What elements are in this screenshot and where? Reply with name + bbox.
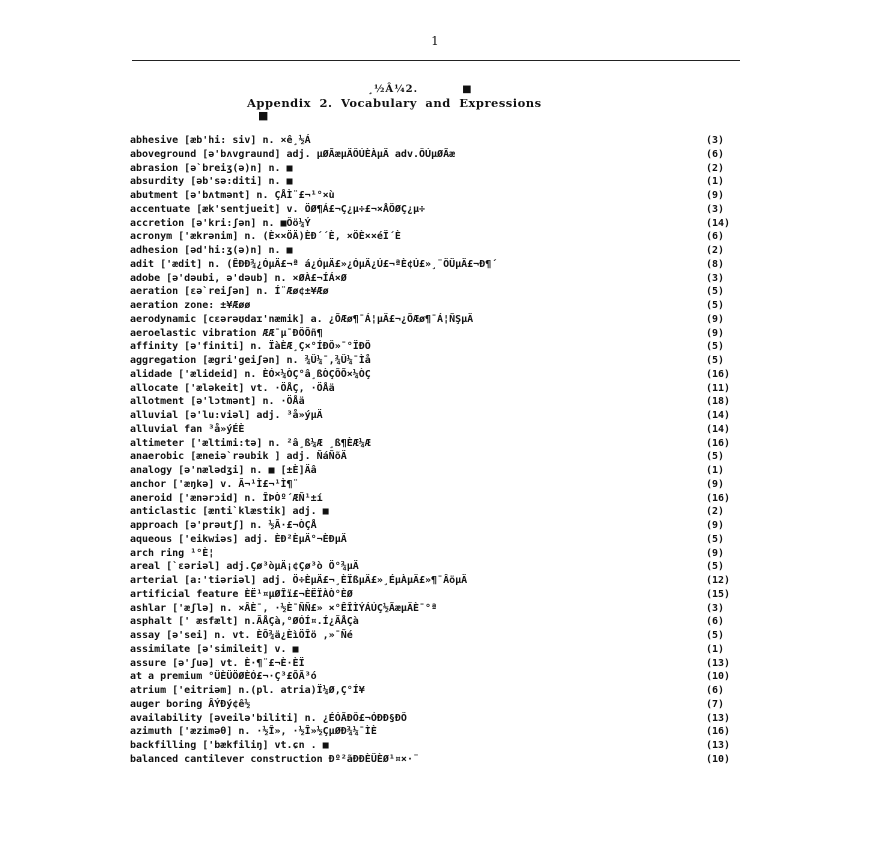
- vocabulary-entry: [130, 753, 750, 767]
- vocabulary-entry: [130, 285, 750, 299]
- entry-term: abutment [ə'bʌtmənt] n. ÇÅÌ¨£¬¹°×ù: [130, 190, 335, 201]
- vocabulary-entry: [130, 629, 750, 643]
- entry-unit-number: (16): [706, 368, 731, 380]
- vocabulary-entry: [130, 175, 750, 189]
- vocabulary-list: [130, 134, 750, 767]
- vocabulary-entry: [130, 739, 750, 753]
- vocabulary-entry: [130, 258, 750, 272]
- entry-term: auger boring ÂÝÐý¢ê½: [130, 698, 251, 710]
- entry-term: ashlar ['æʃlə] n. ×ÂÈ¯, ·½È¯ÑÑ£» ×°ÊÎÌÝÁÚÇ½ÃæµÄÈ¯°ª: [130, 602, 438, 614]
- entry-term: assure [ə'ʃuə] vt. È·¶¨£¬È·ÈÏ: [130, 657, 305, 669]
- entry-unit-number: (8): [706, 258, 725, 270]
- vocabulary-entry: [130, 712, 750, 726]
- vocabulary-entry: [130, 313, 750, 327]
- entry-unit-number: (11): [706, 382, 731, 394]
- entry-unit-number: (6): [706, 231, 725, 243]
- vocabulary-entry: [130, 533, 750, 547]
- entry-unit-number: (7): [706, 698, 725, 710]
- entry-term: allocate ['æləkeit] vt. ·ÖÅÇ, ·ÖÅä: [130, 382, 335, 394]
- entry-unit-number: (5): [706, 533, 725, 545]
- entry-unit-number: (5): [706, 300, 725, 311]
- vocabulary-entry: [130, 299, 750, 313]
- entry-unit-number: (3): [706, 135, 725, 146]
- entry-term: alluvial [ə'lu:viəl] adj. ³å»ýµÄ: [130, 410, 323, 421]
- entry-unit-number: (9): [706, 190, 725, 201]
- vocabulary-entry: [130, 492, 750, 506]
- entry-unit-number: (10): [706, 753, 731, 765]
- vocabulary-entry: [130, 217, 750, 231]
- entry-term: aerodynamic [cɛərəʊdaɪ'næmik] a. ¿ÕÆø¶¯Á¦µÄ£¬¿ÕÆø¶¯Á¦ÑŞµÄ: [130, 313, 474, 325]
- vocabulary-entry: [130, 560, 750, 574]
- entry-term: aeration zone: ±¥Æøø: [130, 300, 251, 311]
- entry-unit-number: (9): [706, 520, 725, 531]
- vocabulary-entry: [130, 189, 750, 203]
- entry-term: absurdity [əb'sə:diti] n. ■: [130, 176, 293, 188]
- vocabulary-entry: [130, 615, 750, 629]
- vocabulary-entry: [130, 395, 750, 409]
- entry-unit-number: (14): [706, 410, 731, 421]
- entry-term: aggregation [ægri'geiʃən] n. ¾Û¼¯,¾Û¼¯Ìå: [130, 355, 371, 366]
- vocabulary-entry: [130, 340, 750, 354]
- appendix-title: Appendix 2. Vocabulary and Expressions: [247, 96, 542, 110]
- entry-unit-number: (6): [706, 616, 725, 628]
- entry-term: adobe [ə'dəubi, ə'dəub] n. ×ØÀ£¬ÍÁ×Ø: [130, 272, 347, 284]
- vocabulary-entry: [130, 643, 750, 657]
- vocabulary-entry: [130, 464, 750, 478]
- entry-term: aeration [ɛə`reiʃən] n. Í¨Æø¢±¥Æø: [130, 286, 329, 298]
- entry-term: allotment [ə'lɔtmənt] n. ·ÖÅä: [130, 396, 305, 408]
- entry-term: altimeter ['æltimi:tə] n. ²â¸ß¼Æ ¸ß¶ÈÆ¼Æ: [130, 437, 371, 449]
- entry-term: arterial [a:'tiəriəl] adj. Ö÷ÈµÄ£¬¸ÈÏßµÄ£»¸ÉµÀµÄ£»¶¯ÂöµÄ: [130, 575, 468, 586]
- entry-term: accretion [ə'kri:ʃən] n. ■Ôö¼Ý: [130, 217, 311, 229]
- entry-term: at a premium °ÜÈÜÖØÈÓ£¬·Ç³£ÕÃ³ó: [130, 671, 317, 683]
- entry-term: accentuate [æk'sentjueit] v. ÖØ¶Á£¬Ç¿µ÷£¬×ÅÖØÇ¿µ÷: [130, 203, 426, 215]
- entry-unit-number: (5): [706, 355, 725, 366]
- entry-unit-number: (2): [706, 506, 725, 518]
- entry-term: adit ['ædit] n. (ÊÐÐ¾¿ÓµÄ£¬ª á¿ÓµÄ£»¿ÓµÄ¿Ú£¬ªÈ¢Ú£»¸¨ÖÜµÄ£¬Ð¶´: [130, 258, 498, 270]
- entry-unit-number: (5): [706, 451, 725, 463]
- vocabulary-entry: [130, 230, 750, 244]
- entry-unit-number: (2): [706, 245, 725, 256]
- vocabulary-entry: [130, 162, 750, 176]
- vocabulary-entry: [130, 588, 750, 602]
- vocabulary-entry: [130, 519, 750, 533]
- title-subglyph: ■: [258, 109, 269, 122]
- vocabulary-entry: [130, 505, 750, 519]
- entry-unit-number: (13): [706, 740, 731, 751]
- vocabulary-entry: [130, 368, 750, 382]
- entry-term: analogy [ə'nælədʒi] n. ■ [±È]Äâ: [130, 465, 317, 476]
- entry-unit-number: (1): [706, 643, 725, 655]
- vocabulary-entry: [130, 327, 750, 341]
- entry-unit-number: (9): [706, 547, 725, 559]
- entry-term: adhesion [əd'hi:ʒ(ə)n] n. ■: [130, 245, 293, 256]
- vocabulary-entry: [130, 684, 750, 698]
- entry-unit-number: (1): [706, 465, 725, 476]
- title-glyph: ■: [462, 84, 473, 95]
- entry-term: azimuth ['æziməθ] n. ·½Î», ·½Î»½ÇµØÐ¾¼¯ÌÈ: [130, 726, 377, 738]
- vocabulary-entry: [130, 354, 750, 368]
- entry-unit-number: (13): [706, 657, 731, 669]
- entry-unit-number: (2): [706, 162, 725, 174]
- entry-term: anchor ['æŋkə] v. Ã¬¹Ì£¬¹Ì¶¨: [130, 478, 299, 490]
- entry-term: availability [əveilə'biliti] n. ¿ÉÓÃÐÔ£¬ÓÐÐ§ÐÔ: [130, 712, 407, 724]
- entry-term: areal [`ɛəriəl] adj.Çø³òµÄ¡¢Çø³ò Ö°¾µÄ: [130, 561, 359, 573]
- vocabulary-entry: [130, 602, 750, 616]
- entry-term: aqueous ['eikwiəs] adj. ÈÐ²ÈµÄ°¬ÈÐµÄ: [130, 533, 347, 545]
- entry-unit-number: (3): [706, 272, 725, 284]
- entry-term: alidade ['ælideid] n. ÈÓ×¼ÒÇ°â¸ßÒÇÕÕ×¼ÒÇ: [130, 368, 371, 380]
- entry-unit-number: (6): [706, 148, 725, 160]
- entry-term: anaerobic [æneiə`rəubik ] adj. ÑáÑõÄ: [130, 451, 347, 463]
- entry-term: aneroid ['ænərɔid] n. ÎÞÒº´ÆÑ¹±í: [130, 492, 323, 504]
- page-number: 1: [431, 34, 439, 48]
- entry-term: abhesive [æb'hi: siv] n. ×ê¸½Á: [130, 135, 311, 146]
- entry-unit-number: (15): [706, 588, 731, 600]
- entry-unit-number: (9): [706, 313, 725, 325]
- vocabulary-entry: [130, 244, 750, 258]
- entry-unit-number: (10): [706, 671, 731, 683]
- entry-term: aboveground [ə'bʌvgraund] adj. µØÃæµÄÔÚÈÀµÄ adv.ÔÚµØÃæ: [130, 148, 456, 160]
- entry-unit-number: (18): [706, 396, 731, 408]
- vocabulary-entry: [130, 148, 750, 162]
- entry-term: aeroelastic vibration ÆÆ¯µ¯ÐÔÕñ¶: [130, 327, 323, 339]
- entry-term: balanced cantilever construction Ðº²ãÐÐÈÜÈØ¹¤×·¨: [130, 753, 419, 765]
- entry-unit-number: (9): [706, 478, 725, 490]
- entry-unit-number: (12): [706, 575, 731, 586]
- entry-term: assay [ə'sei] n. vt. ÈÕ¾ä¿ÈìÖÎö ,»¯Ñé: [130, 630, 353, 641]
- appendix-title-native-text: ¸½Â¼2.: [368, 84, 419, 95]
- vocabulary-entry: [130, 478, 750, 492]
- entry-term: asphalt [' æsfælt] n.ÃÅÇà,°ØÓÍ¤.Í¿ÃÅÇà: [130, 616, 359, 628]
- entry-unit-number: (14): [706, 217, 731, 229]
- entry-unit-number: (5): [706, 341, 725, 353]
- entry-term: affinity [ə'finiti] n. ÏàÈÆ¸Ç×°ÍÐÔ»¯°ÏÐÔ: [130, 341, 371, 353]
- entry-unit-number: (1): [706, 176, 725, 188]
- entry-unit-number: (16): [706, 492, 731, 504]
- vocabulary-entry: [130, 670, 750, 684]
- entry-term: artificial feature ÈË¹¤µØÎï£¬ÈËÏÀÒ°ÈØ: [130, 588, 353, 600]
- vocabulary-entry: [130, 547, 750, 561]
- vocabulary-entry: [130, 698, 750, 712]
- entry-unit-number: (5): [706, 286, 725, 298]
- entry-unit-number: (14): [706, 423, 731, 435]
- vocabulary-entry: [130, 725, 750, 739]
- entry-term: alluvial fan ³å»ýÉÈ: [130, 423, 245, 435]
- entry-term: assimilate [ə'simileit] v. ■: [130, 643, 299, 655]
- entry-unit-number: (6): [706, 685, 725, 696]
- header-rule: [132, 60, 740, 61]
- entry-term: anticlastic [ænti`klæstik] adj. ■: [130, 506, 329, 518]
- vocabulary-entry: [130, 657, 750, 671]
- entry-unit-number: (3): [706, 203, 725, 215]
- vocabulary-entry: [130, 450, 750, 464]
- vocabulary-entry: [130, 272, 750, 286]
- entry-term: acronym ['ækrənim] n. (È××ÖÄ)ÈÐ´´È, ×ÖÈ××éÏ´È: [130, 231, 401, 243]
- entry-term: arch ring ¹°È¦: [130, 547, 215, 559]
- entry-term: backfilling ['bækfiliŋ] vt.ɕn . ■: [130, 740, 329, 751]
- entry-unit-number: (5): [706, 561, 725, 573]
- entry-unit-number: (5): [706, 630, 725, 641]
- entry-unit-number: (16): [706, 437, 731, 449]
- vocabulary-entry: [130, 134, 750, 148]
- entry-unit-number: (13): [706, 712, 731, 724]
- appendix-title-native: [368, 84, 473, 95]
- entry-unit-number: (9): [706, 327, 725, 339]
- vocabulary-entry: [130, 382, 750, 396]
- entry-term: approach [ə'prəutʃ] n. ½Ã·£¬ÒÇÅ: [130, 520, 317, 531]
- entry-unit-number: (16): [706, 726, 731, 738]
- entry-term: abrasion [ə`breiʒ(ə)n] n. ■: [130, 162, 293, 174]
- vocabulary-entry: [130, 574, 750, 588]
- vocabulary-entry: [130, 423, 750, 437]
- entry-term: atrium ['eitriəm] n.(pl. atria)Ï¼Ø,Ç°Í¥: [130, 685, 365, 696]
- vocabulary-entry: [130, 203, 750, 217]
- vocabulary-entry: [130, 409, 750, 423]
- entry-unit-number: (3): [706, 602, 725, 614]
- vocabulary-entry: [130, 437, 750, 451]
